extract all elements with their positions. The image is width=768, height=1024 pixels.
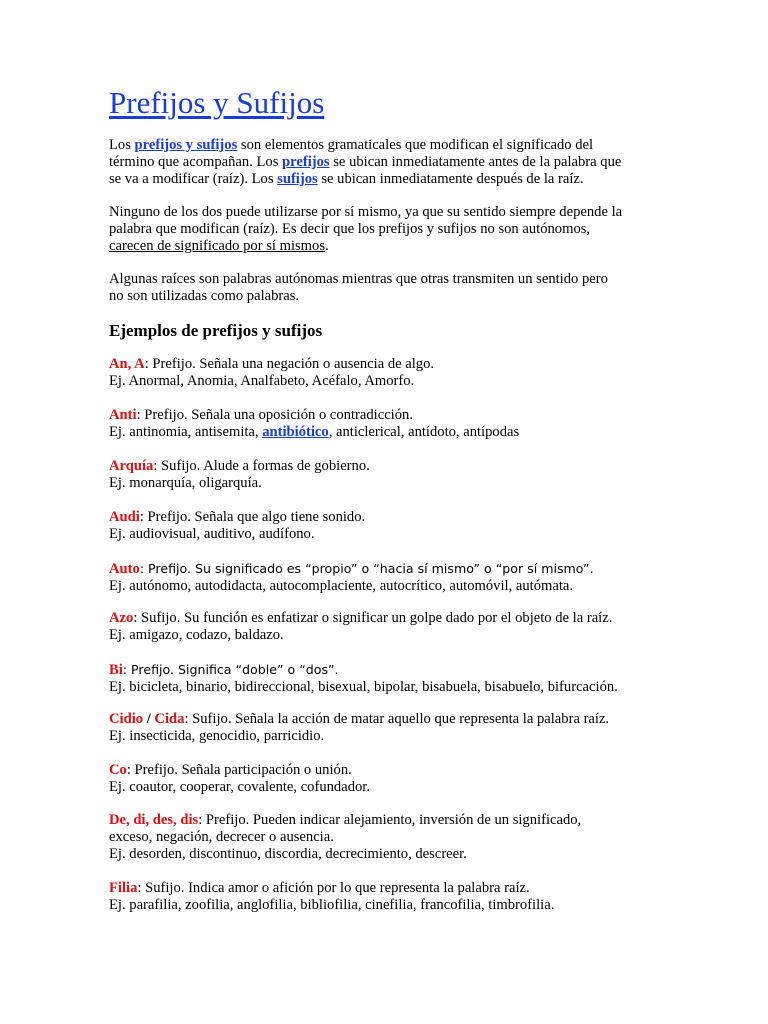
entry-term: Cidio bbox=[109, 711, 144, 727]
text: Algunas raíces son palabras autónomas mientras que otras transmiten un sentido pero bbox=[109, 271, 608, 287]
entry-description: : Sufijo. Su función es enfatizar o significar un golpe dado por el objeto de la raíz. bbox=[133, 610, 613, 626]
entry-term: Azo bbox=[109, 610, 134, 626]
entry-term: De, di, des, dis bbox=[109, 812, 199, 828]
entry-description: : Prefijo. Significa “doble” o “dos”. bbox=[122, 662, 339, 677]
page-title[interactable]: Prefijos y Sufijos bbox=[109, 85, 325, 120]
entry-description: : Prefijo. Señala que algo tiene sonido. bbox=[139, 509, 366, 525]
entry-description-cont: exceso, negación, decrecer o ausencia. bbox=[109, 829, 334, 845]
link-prefijos[interactable]: prefijos bbox=[282, 154, 330, 170]
text: Ninguno de los dos puede utilizarse por sí mismo, ya que su sentido siempre depende la bbox=[109, 204, 623, 220]
intro-paragraph-2 bbox=[109, 204, 622, 255]
entry-description: : Prefijo. Su significado es “propio” o “hacia sí mismo” o “por sí mismo”. bbox=[139, 561, 594, 576]
entry-examples-rest: , anticlerical, antídoto, antípodas bbox=[328, 424, 520, 440]
entry-bi bbox=[109, 661, 618, 696]
entry-cidio bbox=[109, 711, 609, 745]
text: son elementos gramaticales que modifican el significado del bbox=[237, 137, 594, 153]
entry-separator: / bbox=[143, 711, 155, 727]
entry-anti bbox=[109, 407, 519, 441]
entry-term: Filia bbox=[109, 880, 138, 896]
entry-description: : Sufijo. Alude a formas de gobierno. bbox=[153, 458, 370, 474]
entry-de bbox=[109, 812, 581, 863]
link-antibiotico[interactable]: antibiótico bbox=[262, 424, 329, 440]
entry-description: : Sufijo. Señala la acción de matar aquello que representa la palabra raíz. bbox=[184, 711, 610, 727]
entry-azo bbox=[109, 610, 612, 644]
entry-description: : Prefijo. Señala una oposición o contradicción. bbox=[136, 407, 413, 423]
entry-arquia bbox=[109, 458, 370, 492]
text: se ubican inmediatamente después de la raíz. bbox=[317, 171, 584, 187]
entry-term-2: Cida bbox=[154, 711, 185, 727]
entry-term: Audi bbox=[109, 509, 140, 525]
entry-examples: Ej. desorden, discontinuo, discordia, decrecimiento, descreer. bbox=[109, 846, 467, 862]
underlined-text: carecen de significado por sí mismos bbox=[109, 238, 326, 254]
entry-description: : Prefijo. Pueden indicar alejamiento, inversión de un significado, bbox=[198, 812, 582, 828]
text: . bbox=[325, 238, 329, 254]
entry-term: Anti bbox=[109, 407, 137, 423]
entry-examples: Ej. amigazo, codazo, baldazo. bbox=[109, 627, 284, 643]
text: palabra que modifican (raíz). Es decir que los prefijos y sufijos no son autónomos, bbox=[109, 221, 591, 237]
entry-description: : Prefijo. Señala una negación o ausencia de algo. bbox=[144, 356, 435, 372]
text: no son utilizadas como palabras. bbox=[109, 288, 300, 304]
link-sufijos[interactable]: sufijos bbox=[277, 171, 318, 187]
link-prefijos-y-sufijos[interactable]: prefijos y sufijos bbox=[134, 137, 238, 153]
entry-an bbox=[109, 356, 434, 390]
text: término que acompañan. Los bbox=[109, 154, 283, 170]
entry-co bbox=[109, 762, 370, 796]
entry-examples: Ej. antinomia, antisemita, bbox=[109, 424, 263, 440]
text: se va a modificar (raíz). Los bbox=[109, 171, 278, 187]
entry-audi bbox=[109, 509, 365, 543]
entry-description: : Prefijo. Señala participación o unión. bbox=[126, 762, 352, 778]
entry-term: Arquía bbox=[109, 458, 154, 474]
text: se ubican inmediatamente antes de la palabra que bbox=[329, 154, 622, 170]
entry-examples: Ej. autónomo, autodidacta, autocomplaciente, autocrítico, automóvil, autómata. bbox=[109, 578, 574, 594]
entry-examples: Ej. parafilia, zoofilia, anglofilia, bibliofilia, cinefilia, francofilia, timbrofilia. bbox=[109, 897, 555, 913]
entry-filia bbox=[109, 880, 554, 914]
entry-term: Co bbox=[109, 762, 127, 778]
entry-term: Bi bbox=[109, 662, 123, 678]
entry-term: An, A bbox=[109, 356, 145, 372]
entry-examples: Ej. monarquía, oligarquía. bbox=[109, 475, 262, 491]
examples-heading: Ejemplos de prefijos y sufijos bbox=[109, 321, 323, 340]
entry-examples: Ej. bicicleta, binario, bidireccional, bisexual, bipolar, bisabuela, bisabuelo, bifurcación. bbox=[109, 679, 618, 695]
intro-paragraph-3 bbox=[109, 271, 608, 305]
entry-examples: Ej. coautor, cooperar, covalente, cofundador. bbox=[109, 779, 370, 795]
entry-examples: Ej. Anormal, Anomia, Analfabeto, Acéfalo, Amorfo. bbox=[109, 373, 415, 389]
entry-examples: Ej. audiovisual, auditivo, audífono. bbox=[109, 526, 315, 542]
entry-term: Auto bbox=[109, 561, 140, 577]
entry-examples: Ej. insecticida, genocidio, parricidio. bbox=[109, 728, 325, 744]
text: Los bbox=[109, 137, 135, 153]
entry-description: : Sufijo. Indica amor o afición por lo que representa la palabra raíz. bbox=[137, 880, 530, 896]
entry-auto bbox=[109, 560, 594, 595]
intro-paragraph-1 bbox=[109, 137, 621, 188]
